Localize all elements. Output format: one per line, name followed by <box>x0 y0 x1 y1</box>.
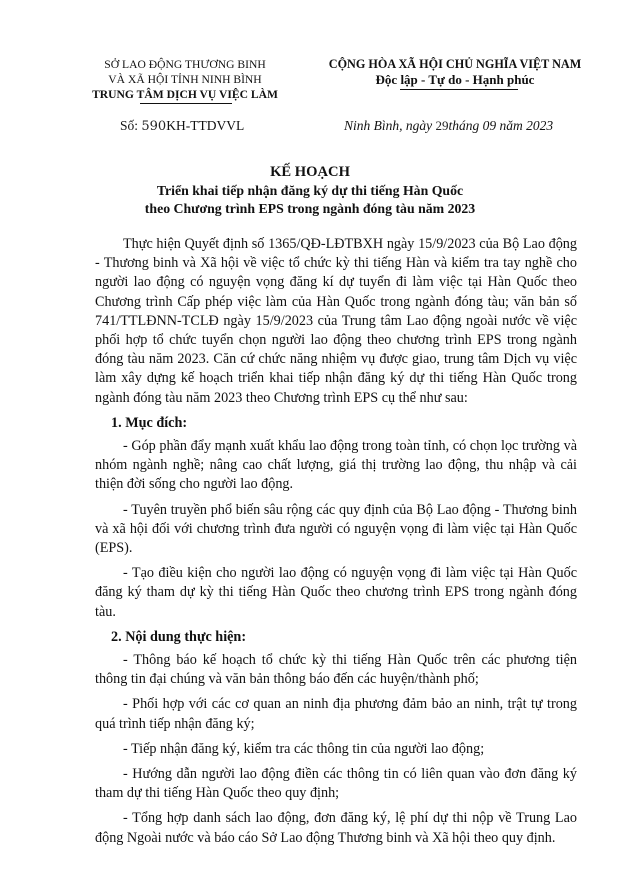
section-2-item: - Tiếp nhận đăng ký, kiểm tra các thông tin của người lao động; <box>123 740 485 757</box>
section-2-item: - Thông báo kế hoạch tổ chức kỳ thi tiếng Hàn Quốc trên các phương tiện thông tin đại chúng và văn bản thông báo đến các huyện/thành phố; <box>95 652 577 688</box>
document-title <box>0 163 620 218</box>
title-main: KẾ HOẠCH <box>270 164 350 180</box>
section-1-item: - Tạo điều kiện cho người lao động có nguyện vọng đi làm việc tại Hàn Quốc đăng ký tham dự kỳ thi tiếng Hàn Quốc theo chương trình EPS trong ngành đóng tàu. <box>95 565 577 620</box>
intro-paragraph: Thực hiện Quyết định số 1365/QĐ-LĐTBXH ngày 15/9/2023 của Bộ Lao động - Thương binh và Xã hội về việc tổ chức kỳ thi tiếng Hàn và kiểm tra tay nghề cho người lao động có nguyện vọng đăng kí dự tuyển đi làm việc tại Hàn Quốc theo Chương trình Cấp phép việc làm của Hàn Quốc trong ngành đóng tàu; văn bản số 741/TTLĐNN-TCLĐ ngày 15/9/2023 của Trung tâm Lao động ngoài nước về việc phối hợp tổ chức tuyển chọn người lao động theo chương trình EPS trong ngành đóng tàu năm 2023. Căn cứ chức năng nhiệm vụ được giao, trung tâm Dịch vụ việc làm xây dựng kế hoạch triển khai tiếp nhận đăng ký dự thi tiếng Hàn Quốc trong ngành đóng tàu năm 2023 theo Chương trình EPS cụ thể như sau: <box>95 236 577 406</box>
motto-underline <box>400 89 518 90</box>
title-sub-2: theo Chương trình EPS trong ngành đóng tàu năm 2023 <box>144 201 476 216</box>
handwritten-day: 29 <box>435 118 449 133</box>
issuing-agency <box>70 57 300 102</box>
national-motto <box>305 57 605 87</box>
section-2-item: - Phối hợp với các cơ quan an ninh địa phương đảm bảo an ninh, trật tự trong quá trình tiếp nhận đăng ký; <box>95 696 577 732</box>
title-sub-1: Triển khai tiếp nhận đăng ký dự thi tiếng Hàn Quốc <box>156 183 464 198</box>
handwritten-number: 590 <box>141 119 167 134</box>
section-2-item: - Tổng hợp danh sách lao động, đơn đăng ký, lệ phí dự thi nộp về Trung Lao động Ngoài nước và báo cáo Sở Lao động Thương binh và Xã hội theo quy định. <box>95 810 577 846</box>
country-name: CỘNG HÒA XÃ HỘI CHỦ NGHĨA VIỆT NAM <box>328 57 582 71</box>
document-number: Số: 590KH-TTDVVL <box>120 118 245 134</box>
document-date: Ninh Bình, ngày 29tháng 09 năm 2023 <box>344 118 554 133</box>
section-1-item: - Góp phần đẩy mạnh xuất khẩu lao động trong toàn tỉnh, có chọn lọc trường và nhóm ngành nghề; nâng cao chất lượng, giá thị trường lao động, thu nhập và cải thiện đời sống cho người lao động. <box>95 438 577 493</box>
section-1-heading: 1. Mục đích: <box>111 414 188 431</box>
section-2-item: - Hướng dẫn người lao động điền các thông tin có liên quan vào đơn đăng ký tham dự thi tiếng Hàn Quốc theo quy định; <box>95 766 577 802</box>
section-2-heading: 2. Nội dung thực hiện: <box>111 628 247 645</box>
agency-underline <box>140 103 232 104</box>
agency-line-1: SỞ LAO ĐỘNG THƯƠNG BINH <box>104 58 266 71</box>
agency-line-2: VÀ XÃ HỘI TỈNH NINH BÌNH <box>108 73 262 86</box>
motto: Độc lập - Tự do - Hạnh phúc <box>375 72 535 87</box>
document-body <box>95 235 577 854</box>
section-1-item: - Tuyên truyền phổ biến sâu rộng các quy định của Bộ Lao động - Thương binh và xã hội đối với chương trình đưa người có nguyện vọng đi làm việc tại Hàn Quốc (EPS). <box>95 501 577 557</box>
agency-line-3: TRUNG TÂM DỊCH VỤ VIỆC LÀM <box>92 88 278 101</box>
